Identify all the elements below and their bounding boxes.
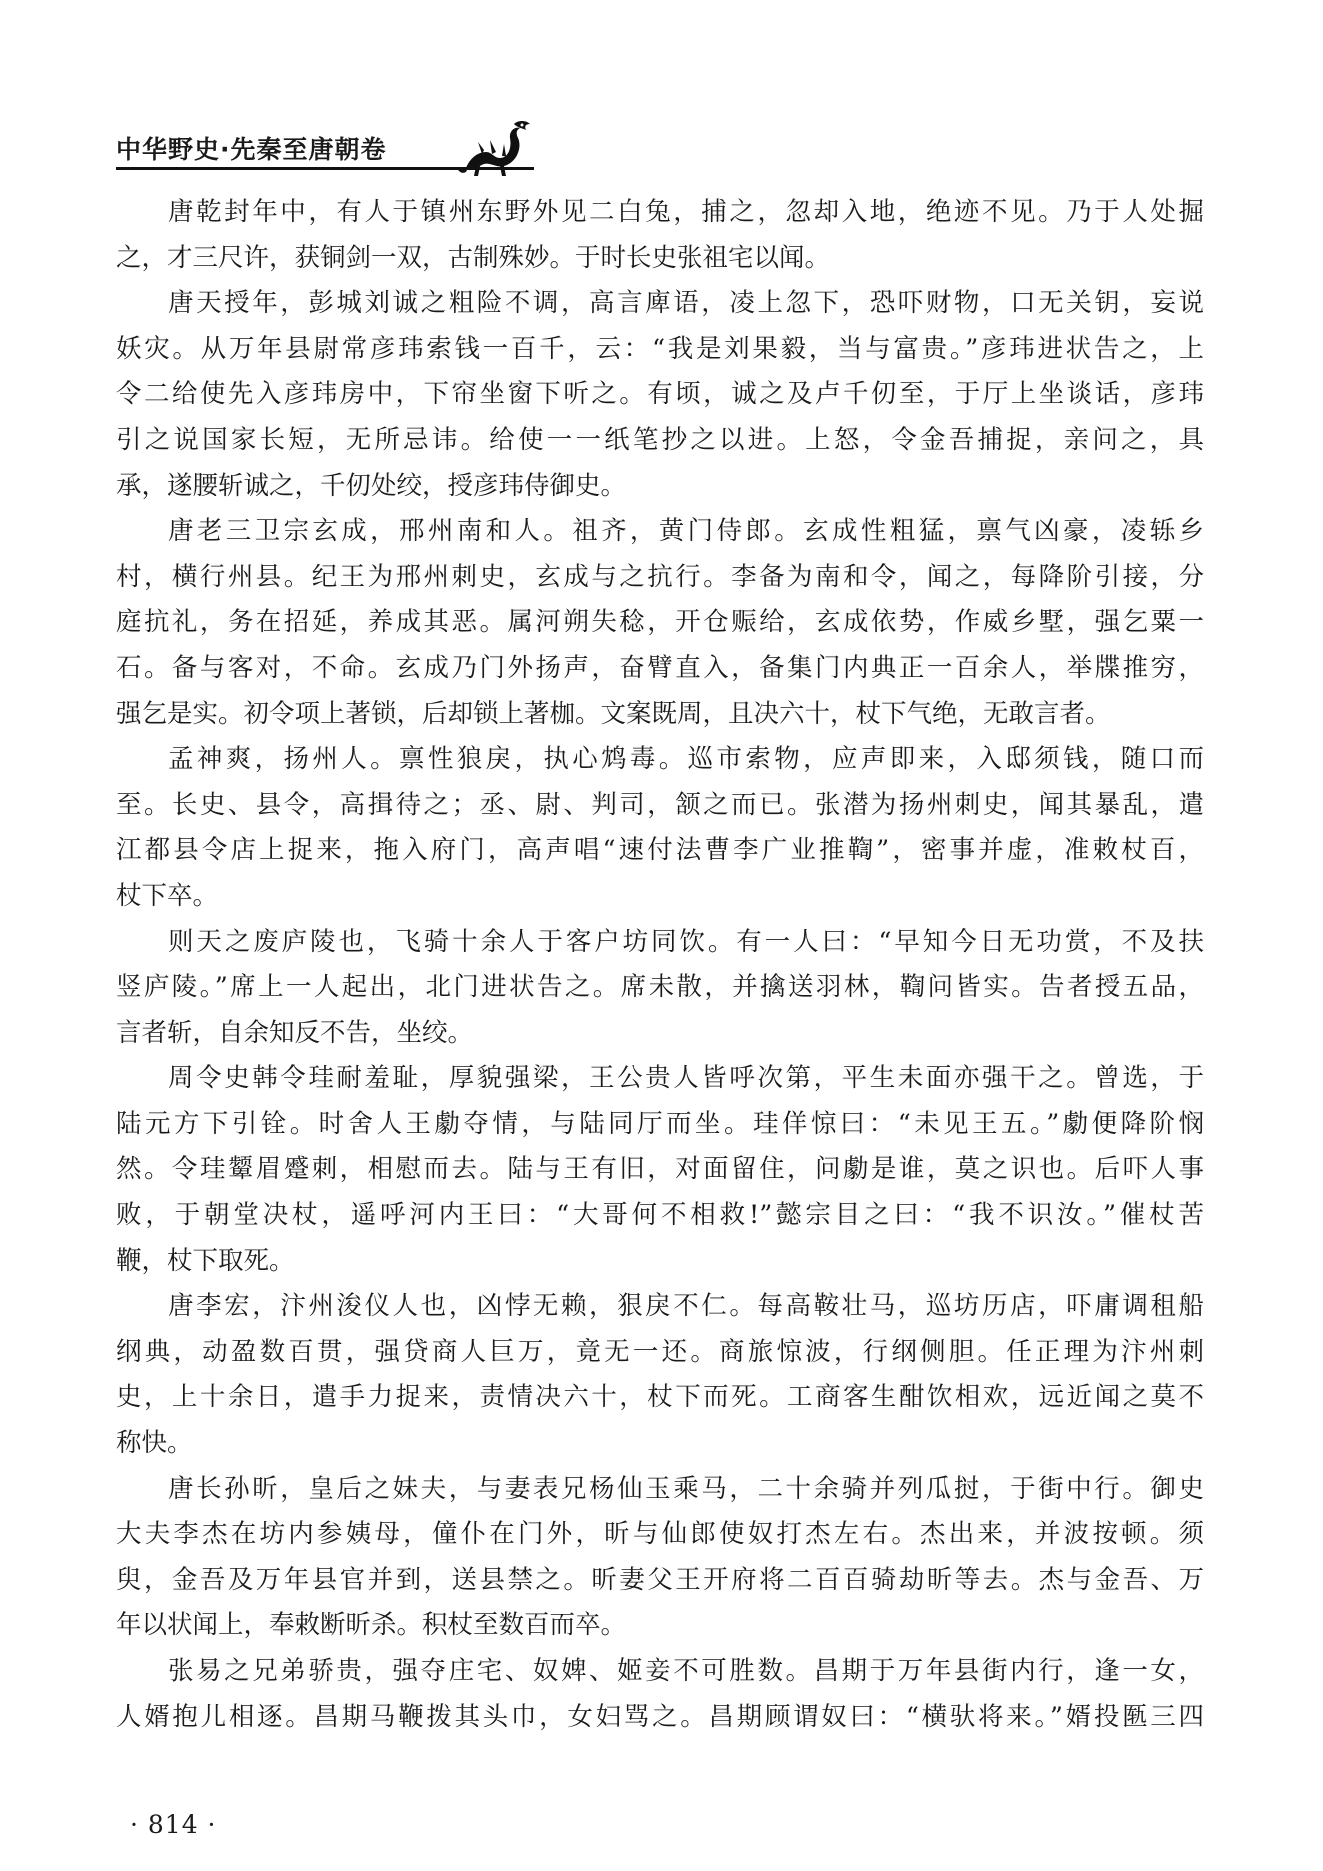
text-line: 唐李宏，汴州浚仪人也，凶悖无赖，狠戾不仁。每高鞍壮马，巡坊历店，吓庸调租船 <box>168 1291 1204 1322</box>
text-line: 令二给使先入彦玮房中，下帘坐窗下听之。有顷，诚之及卢千仞至，于厅上坐谈话，彦玮 <box>116 379 1204 410</box>
paragraph <box>116 920 1204 1057</box>
text-line: 年以状闻上，奉敕断昕杀。积杖至数百而卒。 <box>116 1610 627 1641</box>
book-title: 中华野史·先秦至唐朝卷 <box>116 135 387 164</box>
text-line: 妖灾。从万年县尉常彦玮索钱一百千，云：“我是刘果毅，当与富贵。”彦玮进状告之，上 <box>116 333 1204 364</box>
text-line: 唐乾封年中，有人于镇州东野外见二白兔，捕之，忽却入地，绝迹不见。乃于人处掘 <box>168 197 1204 227</box>
paragraph <box>116 1284 1204 1466</box>
text-line: 竖庐陵。”席上一人起出，北门进状告之。席未散，并擒送羽林，鞫问皆实。告者授五品， <box>116 972 1204 1003</box>
text-line: 称快。 <box>116 1428 193 1459</box>
text-line: 败，于朝堂决杖，遥呼河内王曰：“大哥何不相救!”懿宗目之曰：“我不识汝。”催杖苦 <box>116 1200 1204 1231</box>
paragraph <box>116 1467 1204 1649</box>
paragraph <box>116 509 1204 737</box>
text-line: 引之说国家长短，无所忌讳。给使一一纸笔抄之以进。上怒，令金吾捕捉，亲问之，具 <box>116 424 1204 455</box>
text-line: 至。长史、县令，高揖待之；丞、尉、判司，颔之而已。张潜为扬州刺史，闻其暴乱，遣 <box>116 789 1204 820</box>
paragraph <box>116 1649 1204 1740</box>
text-line: 承，遂腰斩诚之，千仞处绞，授彦玮侍御史。 <box>116 470 627 501</box>
text-line: 言者斩，自余知反不告，坐绞。 <box>116 1017 474 1048</box>
text-line: 鞭，杖下取死。 <box>116 1245 295 1276</box>
page-number: · 814 · <box>130 1810 217 1839</box>
text-line: 村，横行州县。纪王为邢州刺史，玄成与之抗行。李备为南和令，闻之，每降阶引接，分 <box>116 561 1204 592</box>
text-line: 江都县令店上捉来，拖入府门，高声唱“速付法曹李广业推鞫”，密事并虚，准敕杖百， <box>116 835 1204 866</box>
text-line: 张易之兄弟骄贵，强夺庄宅、奴婢、姬妾不可胜数。昌期于万年县街内行，逢一女， <box>168 1656 1204 1686</box>
text-line: 唐长孙昕，皇后之妹夫，与妻表兄杨仙玉乘马，二十余骑并列瓜挝，于街中行。御史 <box>168 1473 1204 1504</box>
text-line: 纲典，动盈数百贯，强贷商人巨万，竟无一还。商旅惊波，行纲侧胆。任正理为汴州刺 <box>116 1336 1204 1367</box>
text-line: 强乞是实。初令项上著锁，后却锁上著枷。文案既周，且决六十，杖下气绝，无敢言者。 <box>116 698 1111 729</box>
header-rule <box>116 167 534 170</box>
text-line: 臾，金吾及万年县官并到，送县禁之。昕妻父王开府将二百百骑劫昕等去。杰与金吾、万 <box>116 1564 1204 1595</box>
text-line: 史，上十余日，遣手力捉来，责情决六十，杖下而死。工商客生酣饮相欢，远近闻之莫不 <box>116 1382 1204 1413</box>
text-line: 然。令珪颦眉蹙刺，相慰而去。陆与王有旧，对面留住，问勮是谁，莫之识也。后吓人事 <box>116 1154 1204 1185</box>
paragraph <box>116 737 1204 919</box>
paragraph <box>116 1056 1204 1284</box>
text-line: 人婿抱儿相逐。昌期马鞭拨其头巾，女妇骂之。昌期顾谓奴曰：“横驮将来。”婿投匦三四 <box>116 1701 1204 1732</box>
text-line: 则天之废庐陵也，飞骑十余人于客户坊同饮。有一人曰：“早知今日无功赏，不及扶 <box>168 926 1204 957</box>
text-line: 孟神爽，扬州人。禀性狼戾，执心鸩毒。巡市索物，应声即来，入邸须钱，随口而 <box>168 744 1204 775</box>
paragraph <box>116 190 1204 281</box>
text-line: 周令史韩令珪耐羞耻，厚貌强梁，王公贵人皆呼次第，平生未面亦强干之。曾选，于 <box>168 1063 1204 1094</box>
text-line: 唐老三卫宗玄成，邢州南和人。祖齐，黄门侍郎。玄成性粗猛，禀气凶豪，凌轹乡 <box>168 516 1204 547</box>
text-line: 庭抗礼，务在招延，养成其恶。属河朔失稔，开仓赈给，玄成依势，作威乡墅，强乞粟一 <box>116 607 1204 638</box>
text-line: 之，才三尺许，获铜剑一双，古制殊妙。于时长史张祖宅以闻。 <box>116 242 831 273</box>
main-text <box>116 190 1204 1740</box>
paragraph <box>116 281 1204 509</box>
text-line: 陆元方下引铨。时舍人王勮夺情，与陆同厅而坐。珪佯惊曰：“未见王五。”勮便降阶悯 <box>116 1108 1204 1139</box>
text-line: 唐天授年，彭城刘诚之粗险不调，高言庳语，凌上忽下，恐吓财物，口无关钥，妄说 <box>168 288 1204 319</box>
text-line: 石。备与客对，不命。玄成乃门外扬声，奋臂直入，备集门内典正一百余人，举牒推穷， <box>116 652 1204 683</box>
text-line: 杖下卒。 <box>116 880 219 911</box>
text-line: 大夫李杰在坊内参姨母，僮仆在门外，昕与仙郎使奴打杰左右。杰出来，并波按顿。须 <box>116 1519 1204 1550</box>
